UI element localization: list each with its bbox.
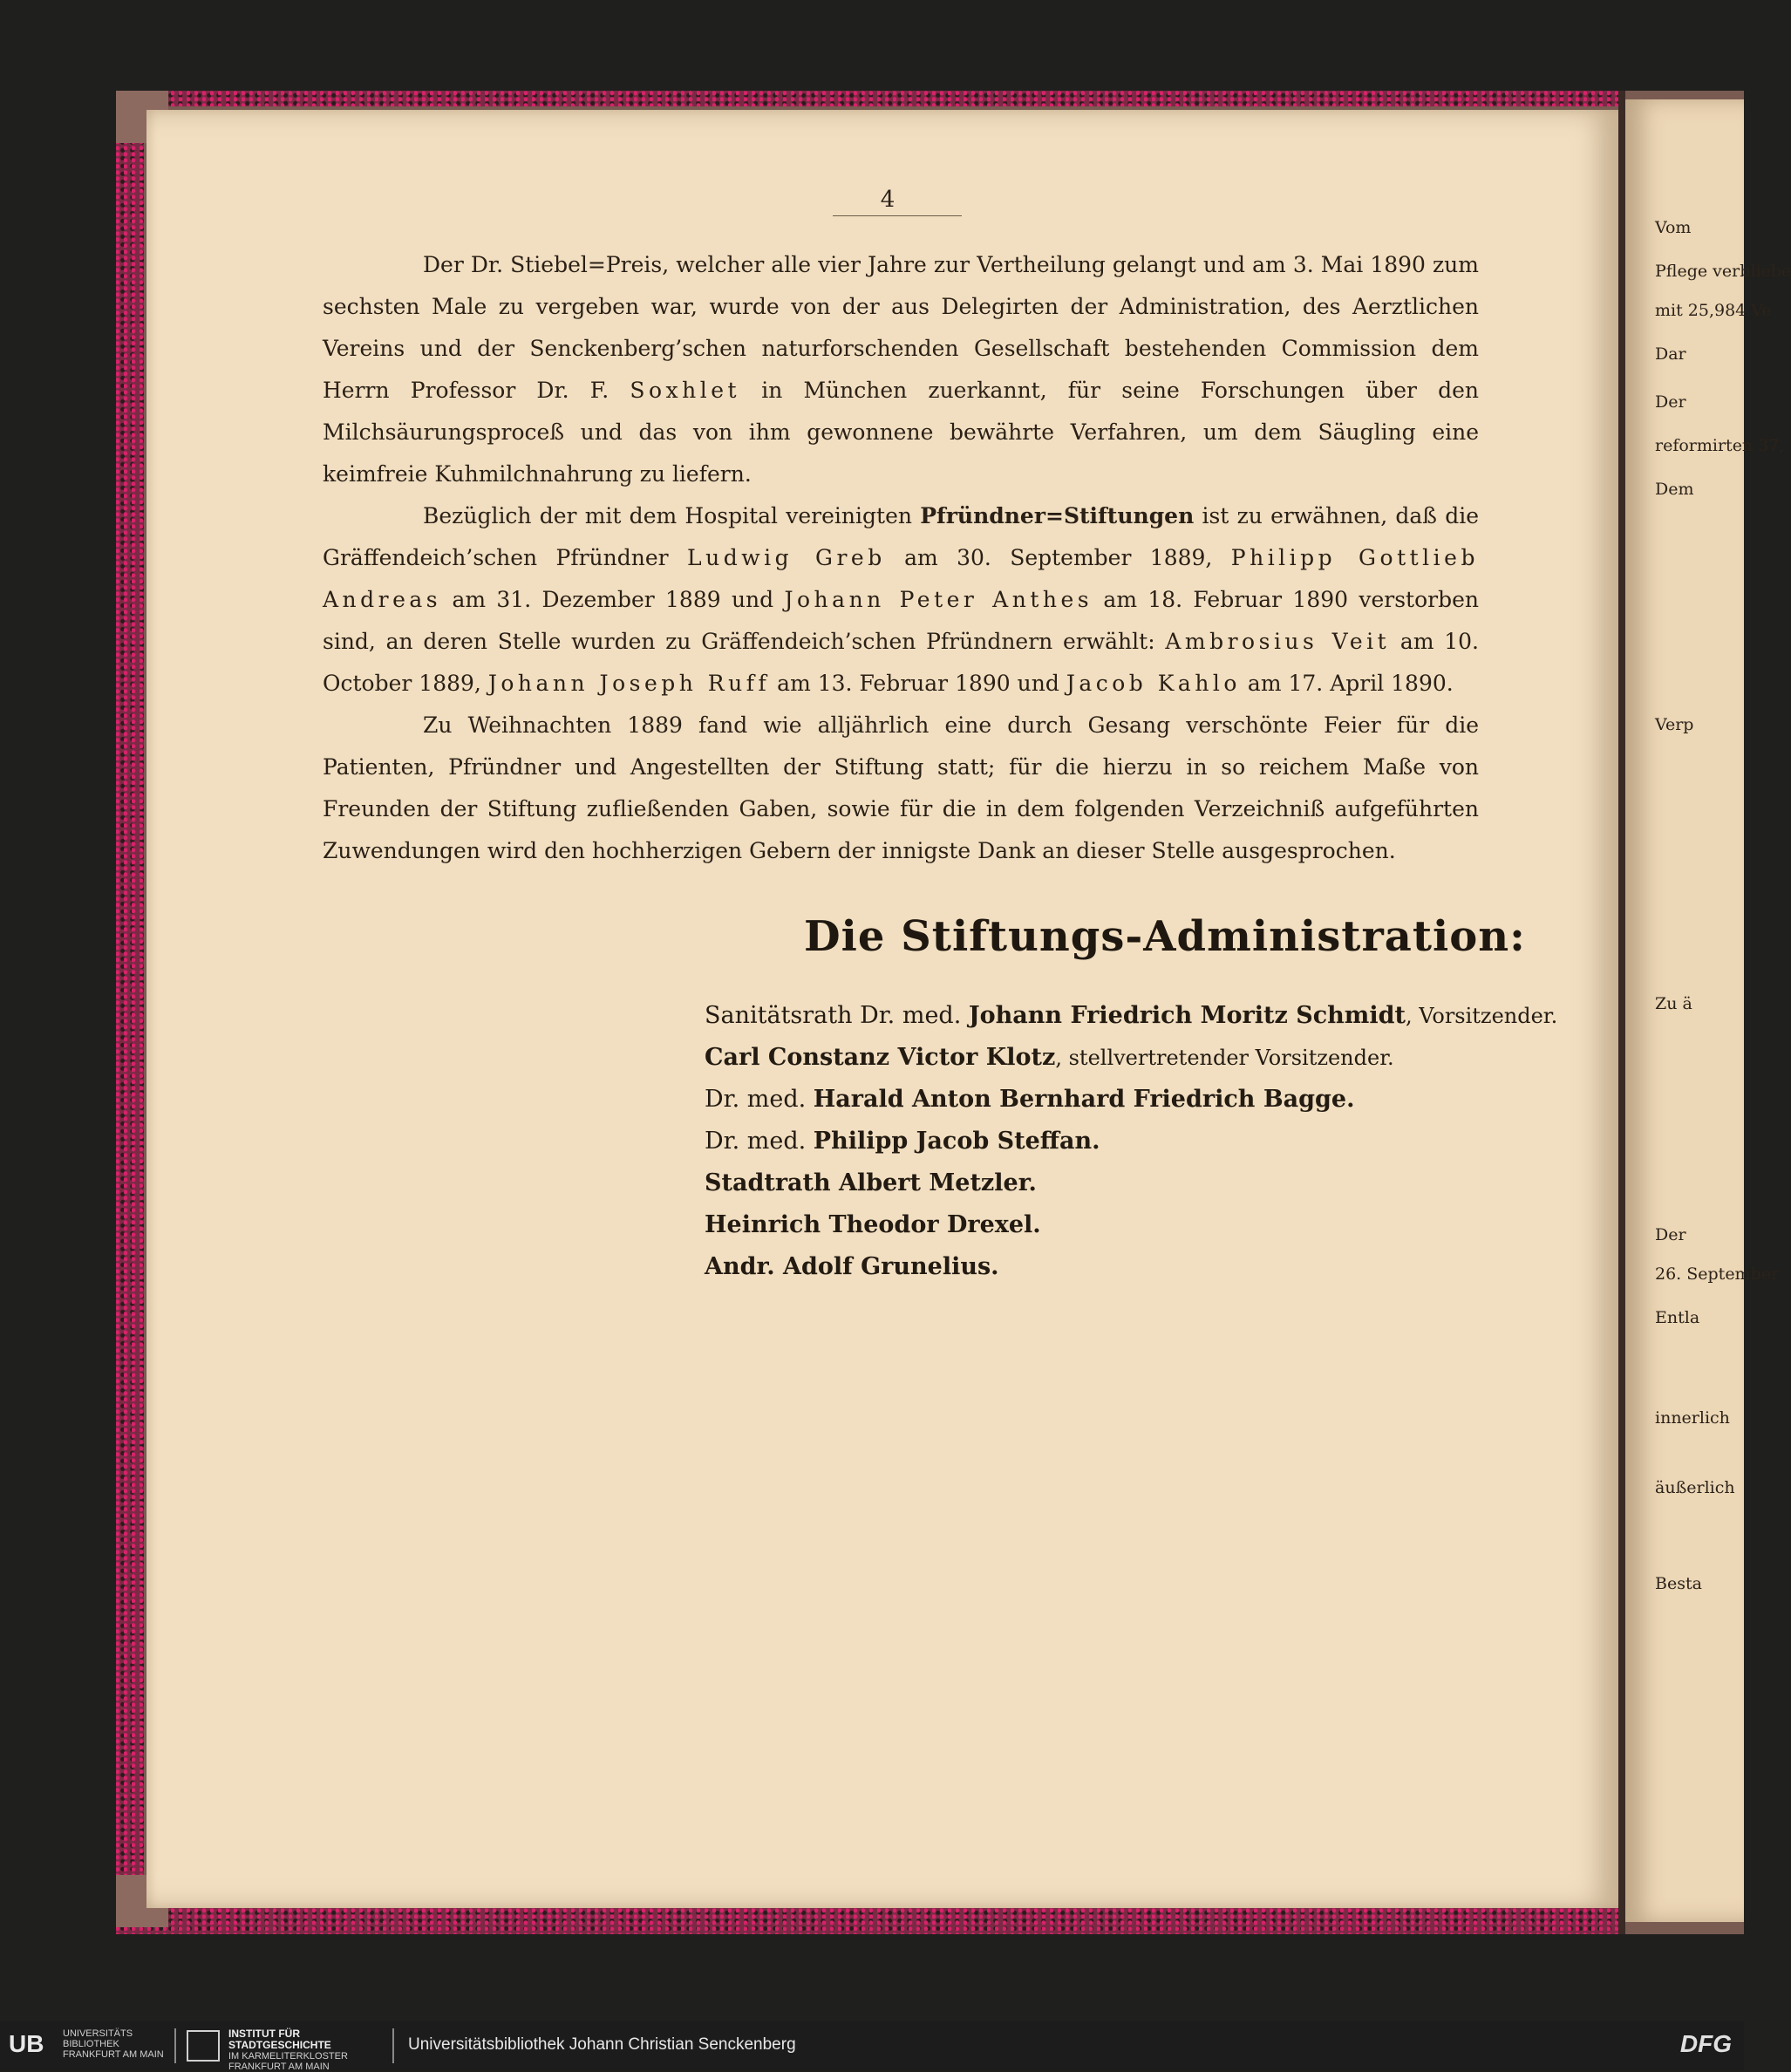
emphasis: Pfründner=Stiftungen — [920, 503, 1195, 528]
member-row — [705, 1121, 1557, 1162]
facing-page-fragment: Der — [1655, 392, 1686, 412]
facing-page-fragment: Verp — [1655, 715, 1694, 734]
page-number-rule — [833, 215, 962, 216]
text-run: Bezüglich der mit dem Hospital vereinigten — [423, 503, 921, 528]
footer-divider — [174, 2028, 176, 2063]
text-run: am 31. Dezember 1889 und — [441, 587, 785, 612]
member-role: , stellvertretender Vorsitzender. — [1055, 1046, 1394, 1070]
isg-title: INSTITUT FÜR STADTGESCHICHTE — [228, 2028, 331, 2051]
person-name: Jacob Kahlo — [1066, 671, 1241, 696]
facing-page-fragment: mit 25,984 Ve — [1655, 301, 1772, 320]
facing-page-fragment: Pflege verbliebe — [1655, 262, 1791, 281]
member-name: Philipp Jacob Steffan. — [813, 1128, 1100, 1155]
facing-page-fragment: Dar — [1655, 344, 1686, 364]
person-name: Johann Peter Anthes — [784, 587, 1093, 612]
book-gutter — [1618, 91, 1625, 1934]
library-name: Universitätsbibliothek Johann Christian Senckenberg — [408, 2035, 796, 2054]
body-text — [323, 244, 1479, 872]
person-name: Ambrosius Veit — [1165, 629, 1391, 654]
member-title: Dr. med. — [705, 1128, 814, 1155]
isg-logo-icon[interactable] — [187, 2030, 220, 2062]
marbled-edge-top — [116, 91, 1624, 106]
paragraph — [323, 705, 1479, 872]
marbled-edge-bottom — [116, 1908, 1624, 1934]
text-run: am 13. Februar 1890 und — [770, 671, 1066, 696]
text-run: in München zuerkannt, für seine Forschungen über den Milchsäurungsproceß und das von ihm gewonnene bewährte Verfahren, um dem Säugling eine keimfreie Kuhmilchnahrung zu liefern. — [323, 378, 1479, 487]
ub-logo[interactable]: UB — [9, 2030, 44, 2057]
ub-logo-text: UNIVERSITÄTS BIBLIOTHEK FRANKFURT AM MAIN — [63, 2028, 164, 2060]
facing-page-fragment: Der — [1655, 1225, 1686, 1244]
member-title: Sanitätsrath Dr. med. — [705, 1002, 969, 1029]
person-name: Ludwig Greb — [687, 545, 886, 570]
member-name: Andr. Adolf Grunelius. — [705, 1253, 999, 1280]
text-run: am 18. Februar 1890 verstorben sind, an deren Stelle wurden zu Gräffendeich’schen Pfründnern erwählt: — [323, 587, 1479, 654]
facing-page-fragment: 26. September — [1655, 1264, 1780, 1284]
text-run: am 17. April 1890. — [1240, 671, 1454, 696]
facing-page-fragment: Zu ä — [1655, 994, 1692, 1013]
member-name: Carl Constanz Victor Klotz — [705, 1044, 1056, 1071]
member-name: Harald Anton Bernhard Friedrich Bagge. — [813, 1086, 1355, 1113]
paragraph — [323, 244, 1479, 495]
administration-members — [705, 995, 1557, 1288]
facing-page-fragment: Vom — [1655, 218, 1692, 237]
member-name: Johann Friedrich Moritz Schmidt — [968, 1002, 1406, 1029]
page-number: 4 — [880, 187, 896, 213]
text-run: am 30. September 1889, — [885, 545, 1231, 570]
isg-logo-text — [228, 2028, 348, 2072]
member-row — [705, 1079, 1557, 1121]
member-title: Dr. med. — [705, 1086, 814, 1113]
facing-page-fragment: innerlich — [1655, 1408, 1730, 1428]
paragraph — [323, 495, 1479, 705]
member-role: , Vorsitzender. — [1405, 1004, 1558, 1028]
member-name: Stadtrath Albert Metzler. — [705, 1169, 1037, 1196]
person-name: Johann Joseph Ruff — [487, 671, 771, 696]
dfg-logo[interactable]: DFG — [1679, 2030, 1732, 2057]
text-run: Zu Weihnachten 1889 fand wie alljährlich eine durch Gesang verschönte Feier für die Patienten, Pfründner und Angestellten der Stiftung statt; für die hierzu in so reichem Maße von Freunden der Stiftung zufließenden Gaben, sowie für die in dem folgenden Verzeichniß aufgeführten Zuwendungen wird den hochherzigen Gebern der innigste Dank an dieser Stelle ausgesprochen. — [323, 712, 1479, 863]
footer-divider — [392, 2028, 394, 2063]
facing-page-fragment: Dem — [1655, 480, 1694, 499]
text-run: am 10. October 1889, — [323, 629, 1479, 696]
member-row — [705, 1037, 1557, 1079]
footer-bar — [0, 2021, 1744, 2070]
person-name: Soxhlet — [630, 378, 741, 403]
facing-page-fragment: äußerlich — [1655, 1478, 1735, 1497]
person-name: Philipp Gottlieb Andreas — [323, 545, 1479, 612]
member-row — [705, 1162, 1557, 1204]
marbled-edge-left — [116, 91, 144, 1934]
text-run: ist zu erwähnen, daß die Gräffendeich’schen Pfründner — [323, 503, 1479, 570]
isg-subtitle: IM KARMELITERKLOSTER FRANKFURT AM MAIN — [228, 2051, 348, 2072]
facing-page-fragment: Entla — [1655, 1308, 1700, 1327]
member-row — [705, 1246, 1557, 1288]
facing-page-fragment: reformirten 37, — [1655, 436, 1785, 455]
member-row — [705, 1204, 1557, 1246]
text-run: Der Dr. Stiebel=Preis, welcher alle vier Jahre zur Vertheilung gelangt und am 3. Mai 1890 zum sechsten Male zu vergeben war, wurde von der aus Delegirten der Administration, des Aerztlichen Vereins und der Senckenberg’schen naturforschenden Gesellschaft bestehenden Commission dem Herrn Professor Dr. F. — [323, 252, 1479, 403]
member-name: Heinrich Theodor Drexel. — [705, 1211, 1041, 1238]
member-row — [705, 995, 1557, 1037]
administration-heading: Die Stiftungs-Administration: — [804, 912, 1526, 961]
facing-page-fragment: Besta — [1655, 1574, 1702, 1593]
